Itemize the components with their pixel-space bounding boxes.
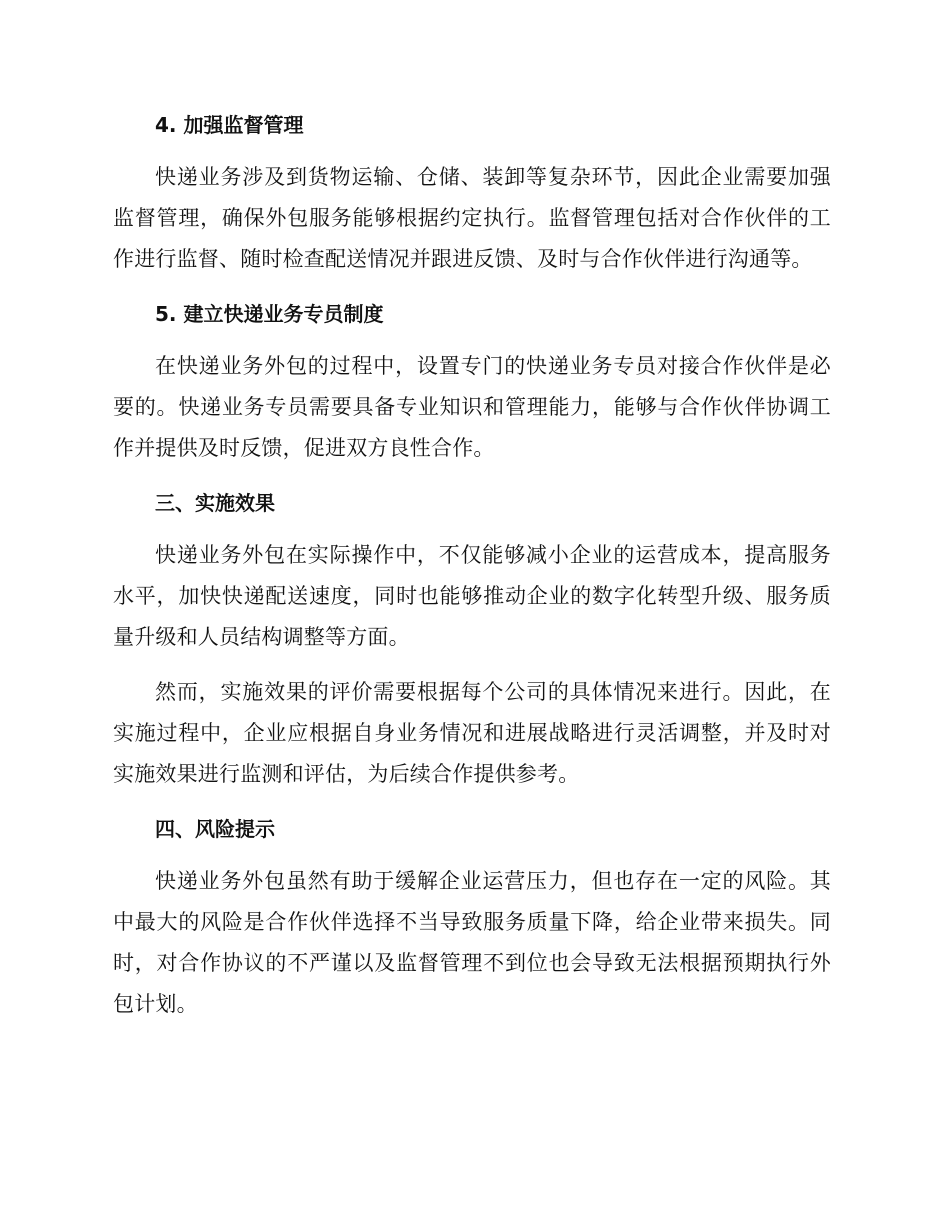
body-paragraph: 快递业务外包虽然有助于缓解企业运营压力，但也存在一定的风险。其中最大的风险是合作伙伴选择不当导致服务质量下降，给企业带来损失。同时，对合作协议的不严谨以及监督管理不到位也会导致无法根据预期执行外包计划。	[113, 869, 831, 1016]
body-paragraph: 快递业务涉及到货物运输、仓储、装卸等复杂环节，因此企业需要加强监督管理，确保外包服务能够根据约定执行。监督管理包括对合作伙伴的工作进行监督、随时检查配送情况并跟进反馈、及时与合作伙伴进行沟通等。	[113, 165, 831, 271]
body-paragraph: 在快递业务外包的过程中，设置专门的快递业务专员对接合作伙伴是必要的。快递业务专员需要具备专业知识和管理能力，能够与合作伙伴协调工作并提供及时反馈，促进双方良性合作。	[113, 354, 831, 460]
section-heading: 4. 加强监督管理	[155, 113, 304, 137]
body-paragraph: 然而，实施效果的评价需要根据每个公司的具体情况来进行。因此，在实施过程中，企业应根据自身业务情况和进展战略进行灵活调整，并及时对实施效果进行监测和评估，为后续合作提供参考。	[113, 680, 831, 786]
body-paragraph: 快递业务外包在实际操作中，不仅能够减小企业的运营成本，提高服务水平，加快快递配送速度，同时也能够推动企业的数字化转型升级、服务质量升级和人员结构调整等方面。	[113, 543, 831, 649]
section-heading: 三、实施效果	[155, 491, 275, 515]
section-heading: 5. 建立快递业务专员制度	[155, 302, 384, 326]
document-body	[113, 105, 831, 1039]
section-heading: 四、风险提示	[155, 817, 275, 841]
